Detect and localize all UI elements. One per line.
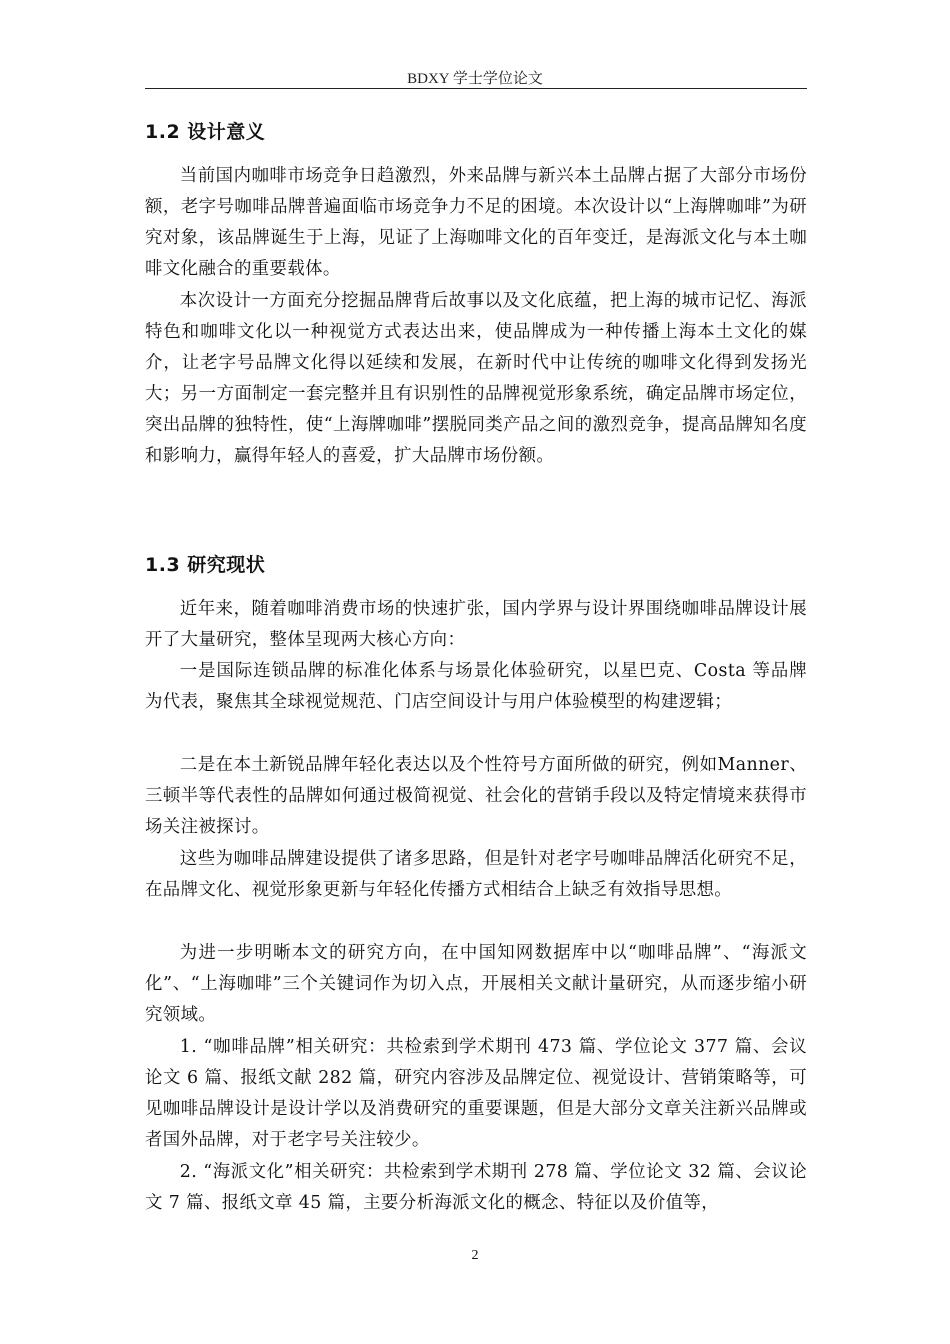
section-heading-research-status: 1.3 研究现状 (145, 554, 266, 576)
paragraph: 二是在本土新锐品牌年轻化表达以及个性符号方面所做的研究，例如Manner、三顿半等代表性的品牌如何通过极简视觉、社会化的营销手段以及特定情境来获得市场关注被探讨。 (145, 755, 807, 837)
section-heading-design-significance: 1.2 设计意义 (145, 121, 266, 143)
paragraph: 一是国际连锁品牌的标准化体系与场景化体验研究，以星巴克、Costa 等品牌为代表，聚焦其全球视觉规范、门店空间设计与用户体验模型的构建逻辑； (145, 661, 807, 712)
page-number: 2 (471, 1248, 479, 1263)
running-header: BDXY 学士学位论文 (407, 71, 543, 87)
paragraph: 本次设计一方面充分挖掘品牌背后故事以及文化底蕴，把上海的城市记忆、海派特色和咖啡文化以一种视觉方式表达出来，使品牌成为一种传播上海本土文化的媒介，让老字号品牌文化得以延续和发展，在新时代中让传统的咖啡文化得到发扬光大；另一方面制定一套完整并且有识别性的品牌视觉形象系统，确定品牌市场定位，突出品牌的独特性，使“上海牌咖啡”摆脱同类产品之间的激烈竞争，提高品牌知名度和影响力，赢得年轻人的喜爱，扩大品牌市场份额。 (145, 291, 807, 466)
list-item: 2. “海派文化”相关研究：共检索到学术期刊 278 篇、学位论文 32 篇、会议论文 7 篇、报纸文章 45 篇，主要分析海派文化的概念、特征以及价值等， (145, 1162, 807, 1213)
list-item: 1. “咖啡品牌”相关研究：共检索到学术期刊 473 篇、学位论文 377 篇、会议论文 6 篇、报纸文献 282 篇，研究内容涉及品牌定位、视觉设计、营销策略等，可见咖啡品牌设计是设计学以及消费研究的重要课题，但是大部分文章关注新兴品牌或者国外品牌，对于老字号关注较少。 (145, 1037, 807, 1150)
paragraph: 当前国内咖啡市场竞争日趋激烈，外来品牌与新兴本土品牌占据了大部分市场份额，老字号咖啡品牌普遍面临市场竞争力不足的困境。本次设计以“上海牌咖啡”为研究对象，该品牌诞生于上海，见证了上海咖啡文化的百年变迁，是海派文化与本土咖啡文化融合的重要载体。 (145, 166, 807, 279)
paragraph: 为进一步明晰本文的研究方向，在中国知网数据库中以“咖啡品牌”、“海派文化”、“上海咖啡”三个关键词作为切入点，开展相关文献计量研究，从而逐步缩小研究领域。 (145, 943, 807, 1025)
paragraph: 这些为咖啡品牌建设提供了诸多思路，但是针对老字号咖啡品牌活化研究不足，在品牌文化、视觉形象更新与年轻化传播方式相结合上缺乏有效指导思想。 (145, 849, 807, 900)
paragraph: 近年来，随着咖啡消费市场的快速扩张，国内学界与设计界围绕咖啡品牌设计展开了大量研究，整体呈现两大核心方向： (145, 599, 807, 650)
header-divider (145, 88, 807, 89)
